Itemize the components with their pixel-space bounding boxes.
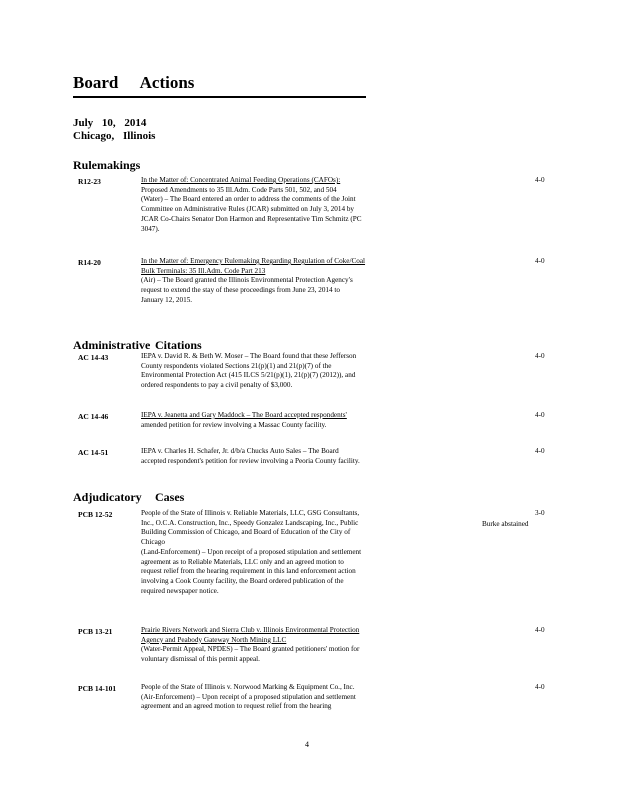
page-number: 4 (305, 740, 309, 749)
case-text-line: Chicago (141, 538, 165, 547)
case-text-line: People of the State of Illinois v. Norwood Marking & Equipment Co., Inc. (141, 683, 355, 691)
vote-tally: 3-0 (535, 509, 545, 517)
case-number: PCB 13-21 (78, 627, 113, 636)
vote-tally: 4-0 (535, 411, 545, 419)
vote-tally: 4-0 (535, 626, 545, 634)
case-number: R12-23 (78, 177, 101, 186)
case-description (141, 509, 441, 596)
case-text-line: agreement as to Reliable Materials, LLC only and an agreed motion to (141, 557, 344, 566)
title-underline (73, 96, 366, 98)
case-text-line: JCAR Co-Chairs Senator Don Harmon and Representative Tim Schmitz (PC (141, 214, 362, 223)
case-text-line: request relief from the hearing requirement in this land enforcement action (141, 567, 356, 576)
case-description (141, 257, 441, 306)
case-text-line: In the Matter of: Concentrated Animal Feeding Operations (CAFOs): (141, 176, 341, 184)
case-description (141, 352, 441, 391)
case-text-line: In the Matter of: Emergency Rulemaking Regarding Regulation of Coke/Coal (141, 257, 366, 265)
case-text-line: ordered respondents to pay a civil penalty of $3,000. (141, 381, 293, 390)
case-text-line: (Land-Enforcement) – Upon receipt of a proposed stipulation and settlement (141, 547, 362, 556)
case-text-line: Bulk Terminals: 35 Ill.Adm. Code Part 213 (141, 266, 266, 275)
case-text-line: voluntary dismissal of this permit appeal. (141, 655, 260, 664)
case-number: AC 14-51 (78, 448, 109, 457)
case-text-line: Inc., O.C.A. Construction, Inc., Speedy Gonzalez Landscaping, Inc., Public (141, 518, 359, 527)
case-text-line: amended petition for review involving a Massac County facility. (141, 420, 327, 429)
vote-tally: 4-0 (535, 352, 545, 360)
case-description (141, 683, 441, 712)
section-adjudicatory (73, 490, 185, 505)
case-number: AC 14-46 (78, 412, 109, 421)
case-text-line: required newspaper notice. (141, 586, 219, 595)
case-text-line: (Air) – The Board granted the Illinois Environmental Protection Agency's (141, 276, 353, 285)
case-description (141, 176, 441, 234)
case-text-line: (Water) – The Board entered an order to address the comments of the Joint (141, 195, 356, 204)
case-text-line: (Air-Enforcement) – Upon receipt of a proposed stipulation and settlement (141, 692, 356, 701)
page-title: Board Actions (73, 73, 195, 92)
meeting-date-line: July 10, 2014 (73, 117, 147, 129)
vote-tally: 4-0 (535, 447, 545, 455)
abstain-note: Burke abstained (482, 520, 529, 528)
vote-tally: 4-0 (535, 683, 545, 691)
case-description (141, 411, 441, 430)
case-description (141, 447, 441, 466)
case-text-line: Prairie Rivers Network and Sierra Club v. Illinois Environmental Protection (141, 626, 360, 634)
case-text-line: IEPA v. Charles H. Schafer, Jr. d/b/a Chucks Auto Sales – The Board (141, 447, 339, 455)
case-text-line: IEPA v. David R. & Beth W. Moser – The Board found that these Jefferson (141, 352, 357, 360)
case-text-line: agreement and an agreed motion to request relief from the hearing (141, 702, 332, 711)
case-number: PCB 12-52 (78, 510, 113, 519)
case-text-line: IEPA v. Jeanetta and Gary Maddock – The Board accepted respondents' (141, 411, 347, 419)
case-number: R14-20 (78, 258, 101, 267)
case-number: AC 14-43 (78, 353, 109, 362)
case-text-line: (Water-Permit Appeal, NPDES) – The Board granted petitioners' motion for (141, 645, 360, 654)
vote-tally: 4-0 (535, 257, 545, 265)
case-text-line: request to extend the stay of these proceedings from June 23, 2014 to (141, 286, 341, 295)
case-text-line: People of the State of Illinois v. Reliable Materials, LLC, GSG Consultants, (141, 509, 360, 517)
case-text-line: Building Commission of Chicago, and Board of Education of the City of (141, 528, 351, 537)
case-description (141, 626, 441, 665)
vote-tally: 4-0 (535, 176, 545, 184)
section-rulemakings: Rulemakings (73, 158, 141, 172)
case-text-line: involving a Cook County facility, the Board ordered publication of the (141, 576, 344, 585)
case-text-line: Agency and Peabody Gateway North Mining LLC (141, 635, 287, 644)
section-administrative-label: Administrative (73, 338, 151, 352)
meeting-location-line: Chicago, Illinois (73, 130, 156, 142)
case-text-line: Environmental Protection Act (415 ILCS 5/21(p)(1), 21(p)(7) (2012)), and (141, 371, 356, 380)
case-text-line: January 12, 2015. (141, 295, 193, 304)
case-text-line: 3047). (141, 224, 160, 233)
section-citations-label: Citations (155, 338, 202, 352)
case-text-line: Committee on Administrative Rules (JCAR) submitted on July 3, 2014 by (141, 205, 355, 214)
section-administrative (73, 338, 202, 353)
section-cases-label: Cases (155, 490, 185, 504)
section-adjudicatory-label: Adjudicatory (73, 490, 142, 504)
case-number: PCB 14-101 (78, 684, 117, 693)
meeting-date (73, 117, 155, 143)
case-text-line: Proposed Amendments to 35 Ill.Adm. Code Parts 501, 502, and 504 (141, 185, 337, 194)
case-text-line: accepted respondent's petition for review involving a Peoria County facility. (141, 456, 360, 465)
case-text-line: County respondents violated Sections 21(p)(1) and 21(p)(7) of the (141, 361, 332, 370)
